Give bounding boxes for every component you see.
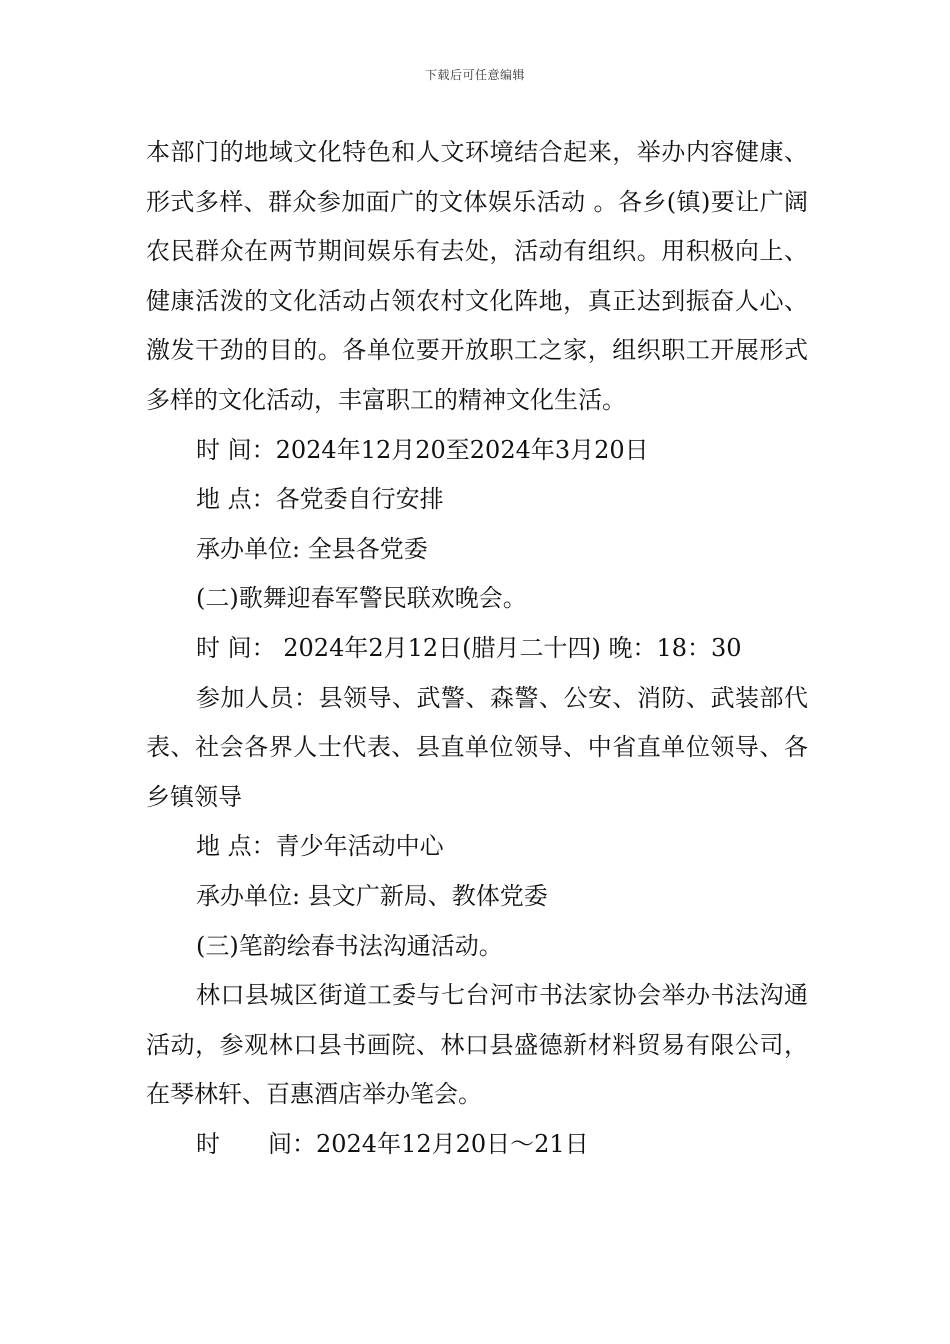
paragraph-participants-2: 参加人员：县领导、武警、森警、公安、消防、武装部代表、社会各界人士代表、县直单位领导、中省直单位领导、各乡镇领导 [146, 683, 808, 811]
document-body [146, 128, 808, 1169]
paragraph-location-1: 地 点：各党委自行安排 [196, 485, 444, 514]
paragraph-calligraphy-description: 林口县城区街道工委与七台河市书法家协会举办书法沟通活动，参观林口县书画院、林口县盛德新材料贸易有限公司，在琴林轩、百惠酒店举办笔会。 [146, 981, 808, 1109]
paragraph-time-1: 时 间：2024年12月20至2024年3月20日 [196, 435, 649, 464]
section-heading-2: (二)歌舞迎春军警民联欢晚会。 [196, 584, 527, 613]
section-heading-3: (三)笔韵绘春书法沟通活动。 [196, 931, 503, 960]
paragraph-time-2: 时 间： 2024年2月12日(腊月二十四) 晚：18：30 [196, 633, 742, 662]
paragraph-organizer-2: 承办单位: 县文广新局、教体党委 [196, 881, 548, 910]
paragraph-activities-description: 本部门的地域文化特色和人文环境结合起来，举办内容健康、形式多样、群众参加面广的文体娱乐活动 。各乡(镇)要让广阔农民群众在两节期间娱乐有去处，活动有组织。用积极向上、健康活泼的文化活动占领农村文化阵地，真正达到振奋人心、激发干劲的目的。各单位要开放职工之家，组织职工开展形式多样的文化活动，丰富职工的精神文化生活。 [146, 138, 808, 414]
paragraph-organizer-1: 承办单位: 全县各党委 [196, 534, 428, 563]
header-note: 下载后可任意编辑 [424, 68, 525, 82]
paragraph-time-3: 时 间：2024年12月20日～21日 [196, 1129, 589, 1158]
paragraph-location-2: 地 点：青少年活动中心 [196, 832, 444, 861]
